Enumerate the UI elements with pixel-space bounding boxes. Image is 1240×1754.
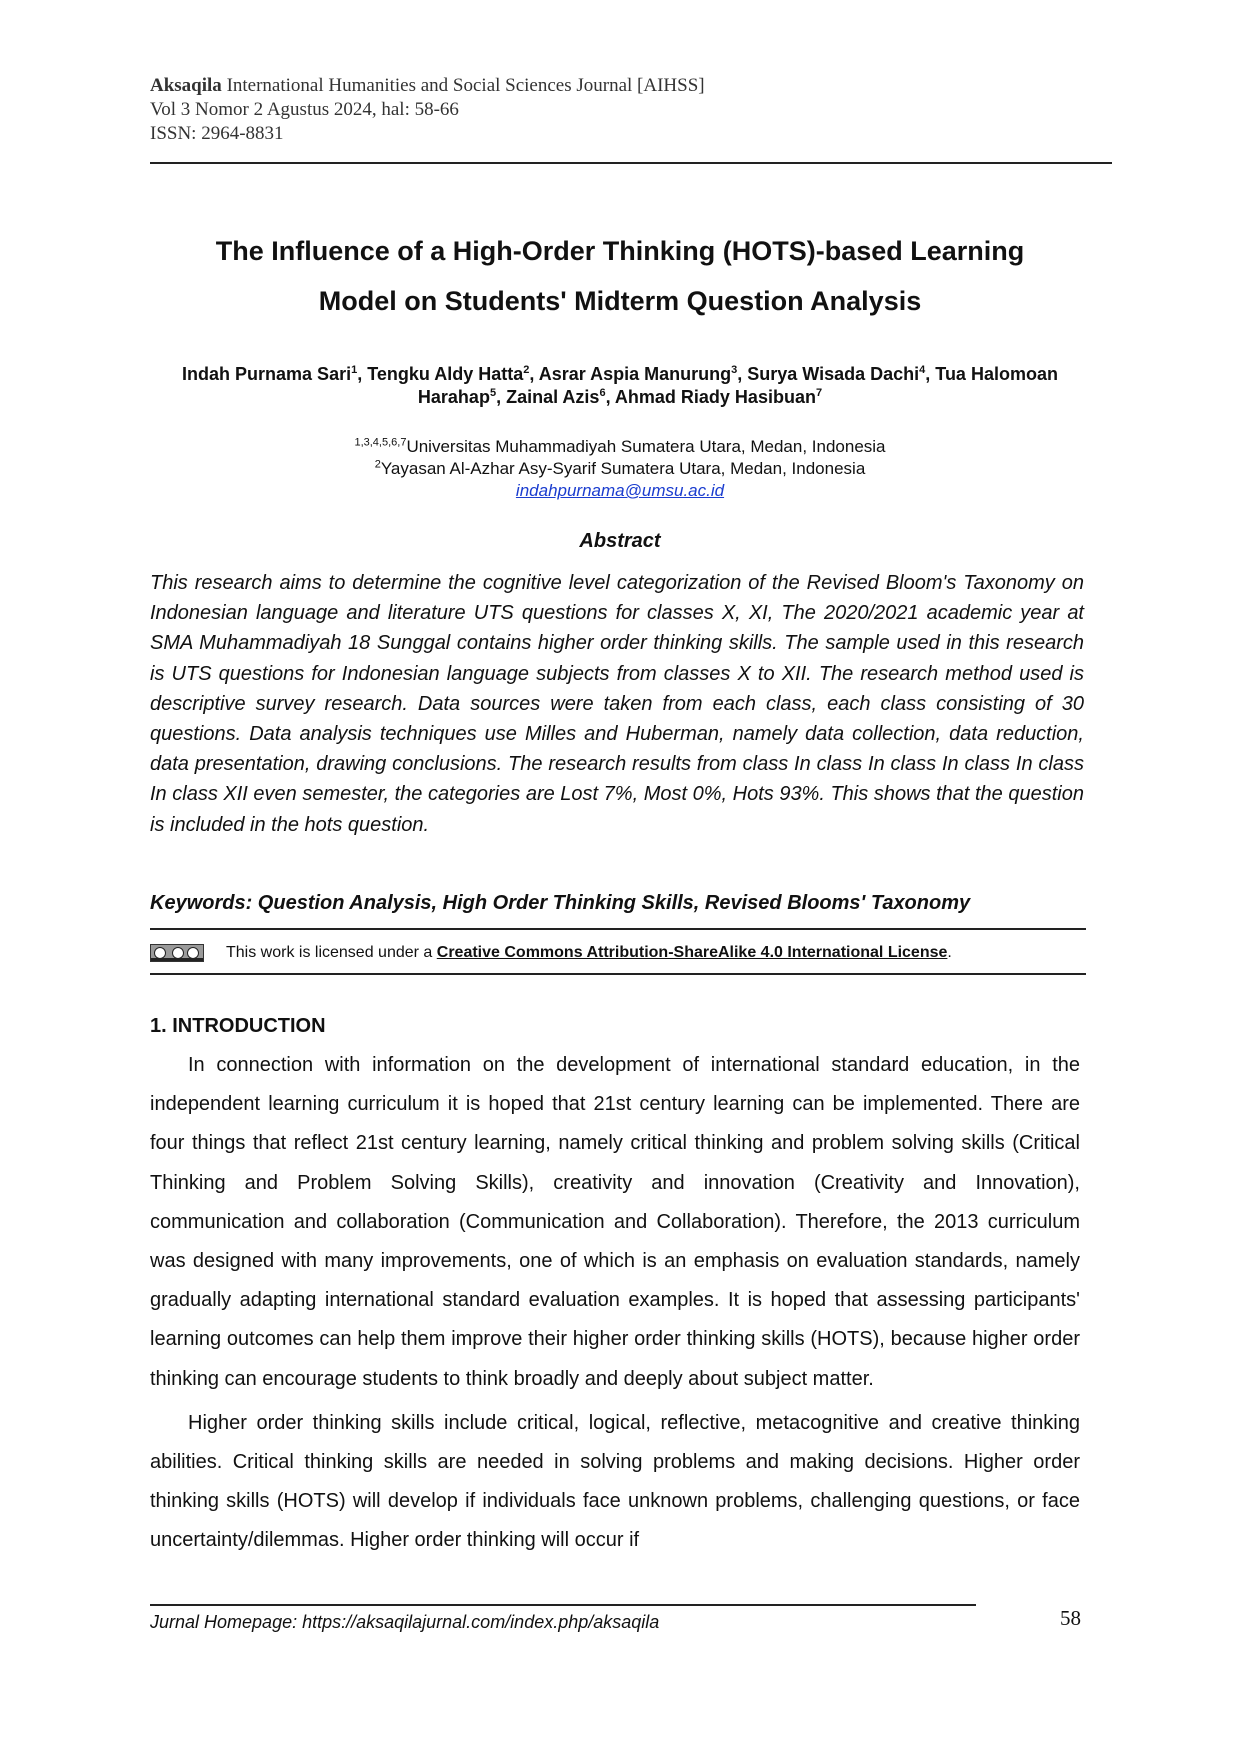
license-divider	[150, 973, 1086, 975]
paper-title	[150, 226, 1090, 326]
corresponding-email-link[interactable]: indahpurnama@umsu.ac.id	[515, 481, 725, 500]
author-name: Surya Wisada Dachi	[747, 364, 920, 384]
author-name: Zainal Azis	[506, 387, 600, 407]
license-link[interactable]: Creative Commons Attribution-ShareAlike 4.0 International License	[436, 944, 948, 961]
footer-divider	[150, 1604, 976, 1606]
affiliation-text: Yayasan Al-Azhar Asy-Syarif Sumatera Utara, Medan, Indonesia	[380, 459, 866, 478]
author-name: Tua Halomoan Harahap	[417, 364, 1058, 407]
journal-homepage: Jurnal Homepage: https://aksaqilajurnal.com/index.php/aksaqila	[150, 1612, 660, 1632]
keywords-divider	[150, 928, 1086, 930]
license-prefix: This work is licensed under a	[226, 944, 437, 961]
affiliation-line	[150, 436, 1090, 458]
paragraph: Higher order thinking skills include critical, logical, reflective, metacognitive and creative thinking abilities. Critical thinking skills are needed in solving problems and making decisions. Higher order thinking skills (HOTS) will develop if individuals face unknown problems, challenging questions, or face uncertainty/dilemmas. Higher order thinking will occur if	[150, 1411, 1080, 1552]
paragraph: In connection with information on the development of international standard education, in the independent learning curriculum it is hoped that 21st century learning can be implemented. There are four things that reflect 21st century learning, namely critical thinking and problem solving skills (Critical Thinking and Problem Solving Skills), creativity and innovation (Creativity and Innovation), communication and collaboration (Communication and Collaboration). Therefore, the 2013 curriculum was designed with many improvements, one of which is an emphasis on evaluation standards, namely gradually adapting international standard evaluation examples. It is hoped that assessing participants' learning outcomes can help them improve their higher order thinking skills (HOTS), because higher order thinking can encourage students to think broadly and deeply about subject matter.	[150, 1054, 1080, 1390]
license-text	[226, 942, 952, 964]
license-line	[150, 942, 1086, 968]
introduction-body	[150, 1046, 1080, 1561]
journal-short-name: Aksaqila	[150, 75, 222, 96]
author-name: Indah Purnama Sari	[182, 364, 352, 384]
author-affiliation-mark: 1	[351, 364, 358, 376]
section-heading-introduction: 1. INTRODUCTION	[150, 1015, 326, 1037]
affiliation-line	[150, 458, 1090, 480]
author-affiliation-mark: 6	[599, 387, 606, 399]
page-number: 58	[1060, 1606, 1081, 1630]
author-affiliation-mark: 7	[815, 387, 823, 399]
author-affiliation-mark: 2	[523, 364, 530, 376]
author-affiliation-mark: 3	[731, 364, 738, 376]
journal-issn: ISSN: 2964-8831	[150, 123, 284, 144]
journal-full-name: International Humanities and Social Sciences Journal [AIHSS]	[221, 75, 705, 96]
author-name: Tengku Aldy Hatta	[367, 364, 524, 384]
affiliations	[150, 436, 1090, 502]
affiliation-mark: 2	[374, 458, 381, 471]
keywords: Keywords: Question Analysis, High Order Thinking Skills, Revised Blooms' Taxonomy	[150, 892, 971, 914]
abstract-text: This research aims to determine the cognitive level categorization of the Revised Bloom's Taxonomy on Indonesian language and literature UTS questions for classes X, XI, The 2020/2021 academic year at SMA Muhammadiyah 18 Sunggal contains higher order thinking skills. The sample used in this research is UTS questions for Indonesian language subjects from classes X to XII. The research method used is descriptive survey research. Data sources were taken from each class, each class consisting of 30 questions. Data analysis techniques use Milles and Huberman, namely data collection, data reduction, data presentation, drawing conclusions. The research results from class In class In class In class In class In class XII even semester, the categories are Lost 7%, Most 0%, Hots 93%. This shows that the question is included in the hots question.	[150, 572, 1084, 836]
journal-header	[150, 74, 1110, 146]
affiliation-text: Universitas Muhammadiyah Sumatera Utara, Medan, Indonesia	[406, 437, 886, 456]
author-name: Ahmad Riady Hasibuan	[614, 387, 816, 407]
paper-title-line-1: The Influence of a High-Order Thinking (HOTS)-based Learning	[215, 236, 1025, 266]
author-affiliation-mark: 4	[919, 364, 926, 376]
affiliation-mark: 1,3,4,5,6,7	[354, 436, 407, 449]
journal-name-line	[150, 74, 1110, 98]
journal-volume: Vol 3 Nomor 2 Agustus 2024, hal: 58-66	[150, 99, 459, 120]
author-list: Indah Purnama Sari$^1$, Tengku Aldy Hatta$^2$, Asrar Aspia Manurung$^3$, Surya Wisada Dachi$^4$, Tua Halomoan Harahap$^5$, Zainal Azis$^6$, Ahmad Riady Hasibuan$^7$	[182, 364, 1058, 407]
author-affiliation-mark: 5	[489, 387, 497, 399]
cc-by-sa-icon[interactable]	[150, 944, 204, 962]
paper-title-line-2: Model on Students' Midterm Question Analysis	[318, 286, 922, 316]
license-suffix: .	[947, 944, 952, 961]
author-name: Asrar Aspia Manurung	[538, 364, 732, 384]
header-divider	[150, 162, 1112, 164]
abstract-heading: Abstract	[579, 530, 661, 552]
